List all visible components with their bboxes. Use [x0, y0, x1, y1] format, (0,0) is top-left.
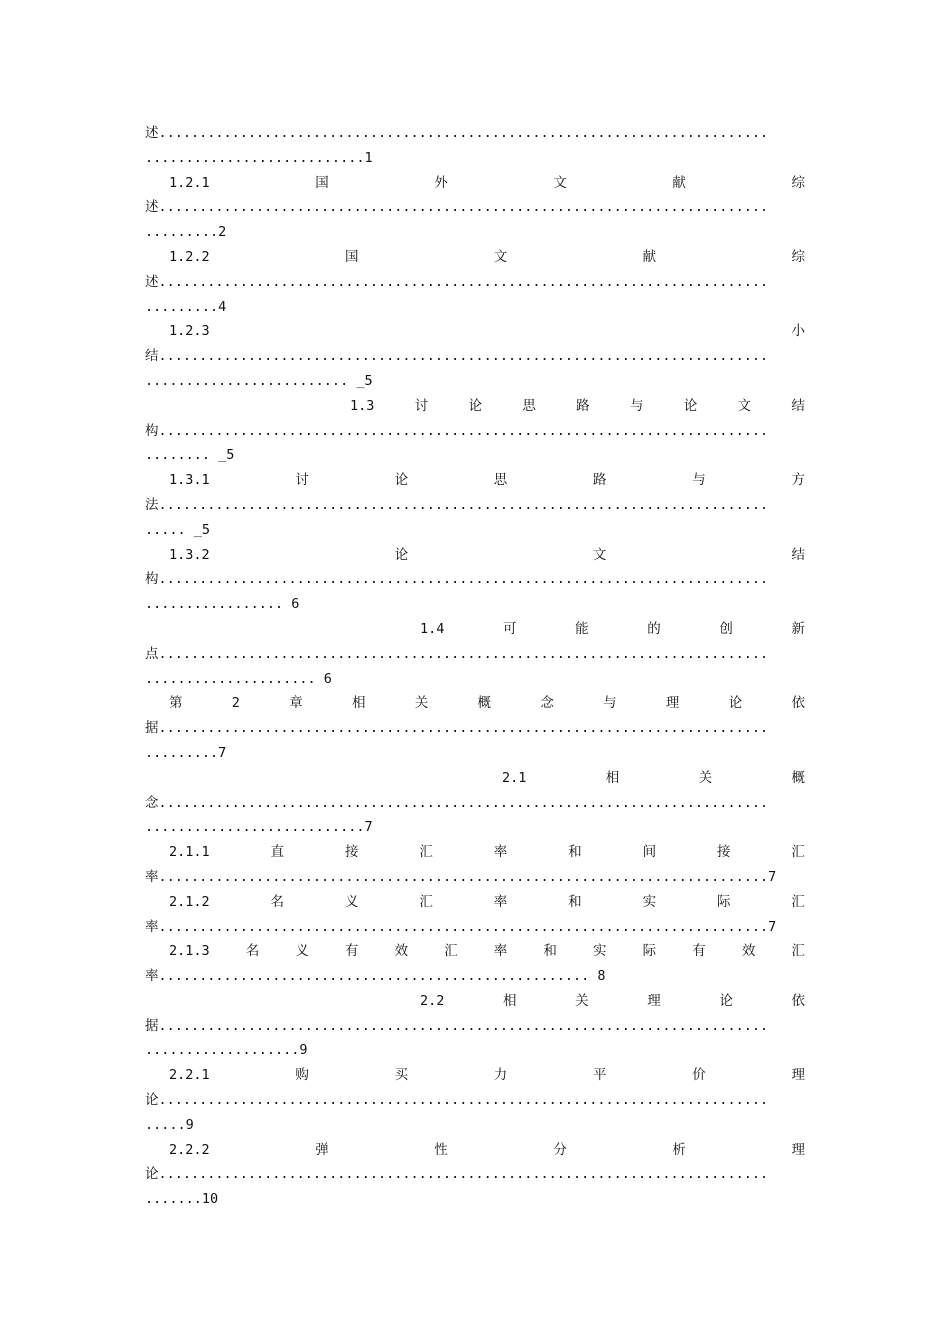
- toc-heading-token: 1.3.1: [169, 472, 210, 489]
- toc-heading-token: 和: [568, 893, 582, 910]
- toc-heading-token: 与: [603, 695, 617, 712]
- toc-heading-line: [145, 394, 805, 419]
- toc-heading-token: 1.2.2: [169, 248, 210, 265]
- toc-heading-token: 论: [728, 695, 743, 712]
- toc-heading-token: 论: [719, 992, 733, 1009]
- toc-heading-token: 与: [629, 397, 644, 414]
- toc-heading-token: 汇: [791, 844, 805, 861]
- toc-heading-token: 文: [593, 546, 607, 563]
- toc-heading-token: 弹: [315, 1141, 329, 1158]
- toc-leader-line: ...........................7: [145, 819, 373, 836]
- toc-heading-token: 力: [493, 1067, 508, 1084]
- toc-heading-token: 汇: [419, 844, 433, 861]
- toc-heading-token: 理: [791, 1067, 805, 1084]
- toc-leader-line: .........4: [145, 298, 227, 315]
- toc-heading-token: 思: [493, 472, 508, 489]
- toc-heading-token: 名: [245, 943, 260, 960]
- toc-leader-line: 述...........................................................................: [145, 125, 769, 141]
- toc-heading-token: 接: [716, 844, 731, 861]
- toc-heading-token: 义: [344, 893, 359, 910]
- toc-heading-token: 实: [593, 943, 607, 960]
- toc-heading-token: 接: [344, 844, 359, 861]
- toc-heading-token: 1.4: [420, 620, 445, 637]
- toc-leader-line: 构...........................................................................: [145, 571, 769, 588]
- toc-heading-token: 思: [522, 397, 536, 414]
- toc-heading-line: [145, 617, 805, 642]
- toc-heading-token: 结: [791, 546, 805, 563]
- toc-heading-line: [145, 939, 805, 964]
- table-of-contents: [145, 121, 805, 1212]
- toc-heading-token: 2.1.1: [169, 844, 210, 861]
- toc-heading-token: 率: [493, 844, 508, 861]
- toc-heading-line: [145, 1138, 805, 1163]
- toc-leader-line: ................. 6: [145, 596, 300, 613]
- toc-heading-line: [145, 766, 805, 791]
- toc-heading-token: 关: [698, 769, 713, 786]
- toc-heading-token: 相: [351, 695, 366, 712]
- toc-leader-line: 率..................................................... 8: [145, 968, 606, 985]
- toc-heading-token: 综: [791, 248, 805, 265]
- toc-leader-line: ........ _5: [145, 447, 235, 464]
- toc-heading-token: 的: [647, 620, 661, 637]
- toc-heading-token: 论: [394, 546, 409, 563]
- toc-heading-token: 路: [576, 397, 590, 414]
- toc-leader-line: ...........................1: [145, 149, 373, 166]
- toc-heading-token: 国: [344, 248, 359, 265]
- toc-heading-token: 直: [270, 844, 285, 861]
- toc-heading-token: 关: [414, 695, 429, 712]
- toc-heading-line: [145, 989, 805, 1014]
- toc-heading-token: 价: [692, 1067, 706, 1084]
- toc-heading-token: 国: [315, 174, 329, 191]
- toc-heading-line: [145, 171, 805, 196]
- toc-heading-line: [145, 543, 805, 568]
- toc-heading-token: 念: [540, 695, 554, 712]
- toc-heading-token: 性: [434, 1141, 448, 1158]
- toc-leader-line: 结...........................................................................: [145, 348, 769, 365]
- toc-heading-token: 买: [394, 1067, 409, 1084]
- toc-heading-token: 路: [593, 472, 607, 489]
- toc-heading-token: 外: [434, 174, 448, 191]
- toc-leader-line: 念...........................................................................: [145, 794, 769, 811]
- toc-heading-token: 义: [295, 943, 309, 960]
- toc-leader-line: .....9: [145, 1116, 194, 1133]
- toc-heading-token: 讨: [414, 397, 429, 414]
- toc-leader-line: ..................... 6: [145, 670, 332, 687]
- toc-heading-token: 际: [716, 893, 731, 910]
- toc-heading-token: 2.1: [502, 769, 527, 786]
- toc-heading-token: 小: [791, 323, 805, 340]
- toc-heading-token: 1.3: [350, 397, 375, 414]
- toc-heading-token: 2: [231, 695, 240, 712]
- toc-leader-line: .......10: [145, 1191, 219, 1208]
- toc-heading-token: 间: [642, 844, 657, 861]
- toc-leader-line: ...................9: [145, 1042, 308, 1059]
- toc-heading-token: 依: [791, 695, 805, 712]
- toc-heading-token: 综: [791, 174, 805, 191]
- toc-heading-token: 购: [295, 1067, 309, 1084]
- toc-heading-token: 和: [543, 943, 557, 960]
- toc-leader-line: 述...........................................................................: [145, 273, 769, 290]
- toc-heading-token: 汇: [791, 943, 805, 960]
- toc-heading-token: 论: [394, 472, 409, 489]
- toc-heading-token: 1.2.3: [169, 323, 210, 340]
- toc-heading-token: 汇: [791, 893, 805, 910]
- toc-heading-token: 第: [169, 695, 183, 712]
- toc-leader-line: 据...........................................................................: [145, 720, 769, 737]
- toc-heading-token: 2.1.2: [169, 893, 210, 910]
- toc-heading-token: 关: [575, 992, 589, 1009]
- toc-leader-line: 论...........................................................................: [145, 1166, 769, 1183]
- toc-heading-token: 章: [289, 695, 303, 712]
- toc-heading-token: 文: [493, 248, 508, 265]
- toc-heading-token: 2.1.3: [169, 943, 210, 960]
- toc-heading-token: 分: [553, 1141, 567, 1158]
- toc-heading-token: 际: [642, 943, 657, 960]
- toc-heading-token: 讨: [295, 472, 309, 489]
- toc-heading-token: 2.2.2: [169, 1141, 210, 1158]
- toc-heading-token: 有: [692, 943, 706, 960]
- toc-heading-token: 理: [791, 1141, 805, 1158]
- toc-leader-line: 点...........................................................................: [145, 645, 769, 662]
- toc-heading-token: 能: [575, 620, 589, 637]
- toc-heading-token: 效: [741, 943, 756, 960]
- toc-heading-token: 与: [692, 472, 706, 489]
- toc-heading-token: 平: [593, 1067, 607, 1084]
- toc-leader-line: .........7: [145, 744, 227, 761]
- toc-heading-token: 2.2: [420, 992, 445, 1009]
- toc-leader-line: ......................... _5: [145, 372, 373, 389]
- toc-heading-line: [145, 890, 805, 915]
- toc-leader-line: 率...........................................................................7: [145, 868, 777, 885]
- toc-heading-token: 1.2.1: [169, 174, 210, 191]
- toc-leader-line: 法...........................................................................: [145, 496, 769, 513]
- toc-heading-line: [145, 468, 805, 493]
- toc-heading-line: [145, 1063, 805, 1088]
- toc-leader-line: 述...........................................................................: [145, 199, 769, 216]
- toc-heading-token: 论: [468, 397, 483, 414]
- toc-heading-token: 理: [647, 992, 661, 1009]
- toc-heading-line: [145, 245, 805, 270]
- toc-heading-token: 汇: [419, 893, 433, 910]
- toc-leader-line: 率...........................................................................7: [145, 918, 777, 935]
- toc-heading-token: 文: [553, 174, 567, 191]
- toc-heading-token: 结: [791, 397, 805, 414]
- toc-heading-line: [145, 319, 805, 344]
- toc-leader-line: .........2: [145, 224, 227, 241]
- toc-heading-token: 率: [493, 893, 508, 910]
- toc-heading-token: 依: [791, 992, 805, 1009]
- toc-heading-token: 理: [665, 695, 680, 712]
- toc-heading-token: 相: [503, 992, 517, 1009]
- toc-heading-token: 汇: [444, 943, 458, 960]
- toc-heading-token: 方: [791, 472, 805, 489]
- toc-heading-line: [145, 840, 805, 865]
- toc-heading-token: 1.3.2: [169, 546, 210, 563]
- toc-heading-line: [145, 691, 805, 716]
- toc-heading-token: 析: [672, 1141, 686, 1158]
- toc-heading-token: 献: [672, 174, 686, 191]
- toc-leader-line: 据...........................................................................: [145, 1017, 769, 1034]
- toc-heading-token: 和: [568, 844, 582, 861]
- toc-heading-token: 实: [642, 893, 657, 910]
- toc-leader-line: 论...........................................................................: [145, 1092, 769, 1109]
- toc-heading-token: 有: [344, 943, 359, 960]
- toc-leader-line: 构...........................................................................: [145, 422, 769, 439]
- toc-heading-token: 论: [683, 397, 698, 414]
- toc-heading-token: 新: [791, 620, 805, 637]
- toc-heading-token: 可: [503, 620, 517, 637]
- toc-heading-token: 概: [477, 695, 492, 712]
- toc-heading-token: 2.2.1: [169, 1067, 210, 1084]
- toc-leader-line: ..... _5: [145, 521, 211, 538]
- toc-heading-token: 创: [719, 620, 733, 637]
- toc-heading-token: 献: [642, 248, 657, 265]
- toc-heading-token: 率: [493, 943, 508, 960]
- toc-heading-token: 概: [791, 769, 805, 786]
- toc-heading-token: 效: [394, 943, 409, 960]
- toc-heading-token: 名: [270, 893, 285, 910]
- toc-heading-token: 文: [737, 397, 752, 414]
- toc-heading-token: 相: [605, 769, 620, 786]
